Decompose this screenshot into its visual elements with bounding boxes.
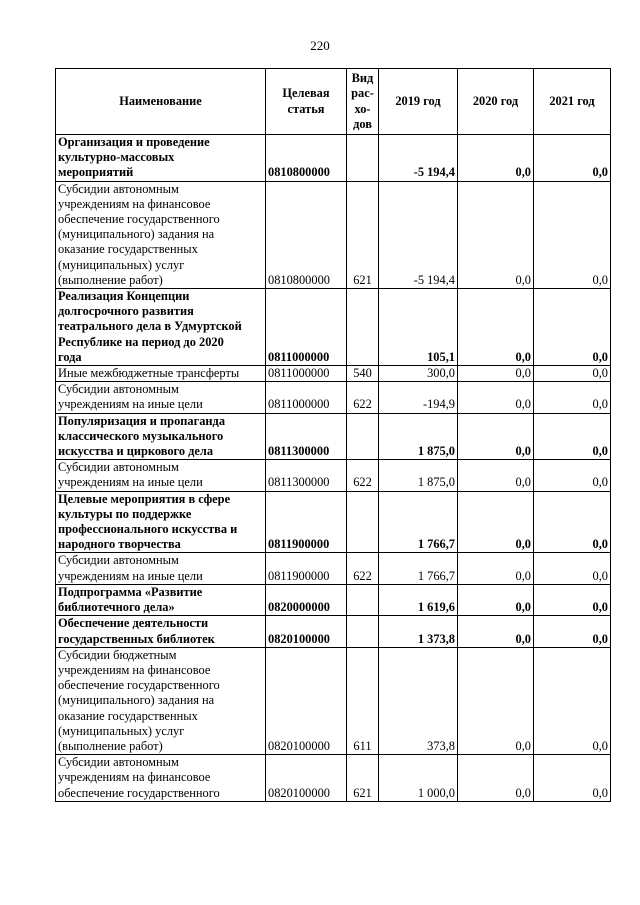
table-row <box>56 584 611 615</box>
row-2020: 0,0 <box>458 491 534 553</box>
row-2020: 0,0 <box>458 584 534 615</box>
row-2021: 0,0 <box>534 366 611 382</box>
row-2019: -194,9 <box>379 382 458 413</box>
row-2021: 0,0 <box>534 289 611 366</box>
row-name: Субсидии автономным учреждениям на иные цели <box>56 553 266 584</box>
header-vid: Вид рас- хо- дов <box>347 69 379 135</box>
header-2020: 2020 год <box>458 69 534 135</box>
row-2020: 0,0 <box>458 647 534 754</box>
row-2021: 0,0 <box>534 584 611 615</box>
row-2019: 373,8 <box>379 647 458 754</box>
row-target: 0820100000 <box>266 616 347 647</box>
table-body <box>56 135 611 802</box>
row-vid <box>347 289 379 366</box>
row-2021: 0,0 <box>534 181 611 288</box>
table-row <box>56 135 611 182</box>
header-target: Целевая статья <box>266 69 347 135</box>
table-row <box>56 491 611 553</box>
row-name: Субсидии бюджетным учреждениям на финансовое обеспечение государственного (муниципального) задания на оказание государственных (муниципальных) услуг (выполнение работ) <box>56 647 266 754</box>
row-2019: 300,0 <box>379 366 458 382</box>
table-header-row <box>56 69 611 135</box>
row-2020: 0,0 <box>458 616 534 647</box>
row-2019: 1 766,7 <box>379 553 458 584</box>
row-name: Субсидии автономным учреждениям на финансовое обеспечение государственного (муниципального) задания на оказание государственных (муниципальных) услуг (выполнение работ) <box>56 181 266 288</box>
row-2021: 0,0 <box>534 755 611 802</box>
row-2021: 0,0 <box>534 491 611 553</box>
row-target: 0811000000 <box>266 289 347 366</box>
row-target: 0810800000 <box>266 135 347 182</box>
row-name: Обеспечение деятельности государственных библиотек <box>56 616 266 647</box>
table-row <box>56 382 611 413</box>
header-2019: 2019 год <box>379 69 458 135</box>
table-row <box>56 616 611 647</box>
row-vid: 621 <box>347 181 379 288</box>
row-name: Целевые мероприятия в сфере культуры по поддержке профессионального искусства и народного творчества <box>56 491 266 553</box>
row-vid: 621 <box>347 755 379 802</box>
row-2020: 0,0 <box>458 553 534 584</box>
row-vid <box>347 584 379 615</box>
table-row <box>56 553 611 584</box>
row-target: 0811300000 <box>266 413 347 460</box>
row-2020: 0,0 <box>458 366 534 382</box>
row-vid: 622 <box>347 460 379 491</box>
row-2019: 1 766,7 <box>379 491 458 553</box>
row-2021: 0,0 <box>534 553 611 584</box>
row-target: 0811300000 <box>266 460 347 491</box>
row-2021: 0,0 <box>534 616 611 647</box>
table-row <box>56 289 611 366</box>
row-2019: -5 194,4 <box>379 181 458 288</box>
row-2019: 1 875,0 <box>379 460 458 491</box>
row-2020: 0,0 <box>458 382 534 413</box>
row-vid: 622 <box>347 382 379 413</box>
row-2020: 0,0 <box>458 289 534 366</box>
row-2021: 0,0 <box>534 135 611 182</box>
row-2020: 0,0 <box>458 460 534 491</box>
row-2019: 1 619,6 <box>379 584 458 615</box>
table-row <box>56 366 611 382</box>
row-name: Субсидии автономным учреждениям на иные цели <box>56 460 266 491</box>
row-2020: 0,0 <box>458 135 534 182</box>
row-2021: 0,0 <box>534 382 611 413</box>
row-vid <box>347 135 379 182</box>
row-name: Реализация Концепции долгосрочного развития театрального дела в Удмуртской Республике на период до 2020 года <box>56 289 266 366</box>
table-row <box>56 755 611 802</box>
row-2019: 105,1 <box>379 289 458 366</box>
table-row <box>56 413 611 460</box>
row-target: 0820100000 <box>266 755 347 802</box>
row-2019: 1 000,0 <box>379 755 458 802</box>
row-2019: 1 875,0 <box>379 413 458 460</box>
page-number: 220 <box>310 38 330 53</box>
row-name: Субсидии автономным учреждениям на финансовое обеспечение государственного <box>56 755 266 802</box>
table-row <box>56 181 611 288</box>
row-target: 0811000000 <box>266 382 347 413</box>
row-target: 0811900000 <box>266 553 347 584</box>
row-2020: 0,0 <box>458 755 534 802</box>
row-name: Подпрограмма «Развитие библиотечного дела» <box>56 584 266 615</box>
row-vid <box>347 491 379 553</box>
header-name: Наименование <box>56 69 266 135</box>
row-name: Иные межбюджетные трансферты <box>56 366 266 382</box>
row-name: Субсидии автономным учреждениям на иные цели <box>56 382 266 413</box>
table-row <box>56 647 611 754</box>
row-vid: 540 <box>347 366 379 382</box>
row-vid <box>347 413 379 460</box>
row-name: Популяризация и пропаганда классического музыкального искусства и циркового дела <box>56 413 266 460</box>
row-target: 0810800000 <box>266 181 347 288</box>
row-2021: 0,0 <box>534 413 611 460</box>
row-target: 0820000000 <box>266 584 347 615</box>
row-vid <box>347 616 379 647</box>
budget-table <box>55 68 611 802</box>
table-row <box>56 460 611 491</box>
row-vid: 622 <box>347 553 379 584</box>
row-2021: 0,0 <box>534 647 611 754</box>
row-target: 0820100000 <box>266 647 347 754</box>
row-2020: 0,0 <box>458 181 534 288</box>
row-2019: 1 373,8 <box>379 616 458 647</box>
row-2021: 0,0 <box>534 460 611 491</box>
row-2020: 0,0 <box>458 413 534 460</box>
row-vid: 611 <box>347 647 379 754</box>
header-2021: 2021 год <box>534 69 611 135</box>
row-name: Организация и проведение культурно-массовых мероприятий <box>56 135 266 182</box>
row-2019: -5 194,4 <box>379 135 458 182</box>
row-target: 0811000000 <box>266 366 347 382</box>
row-target: 0811900000 <box>266 491 347 553</box>
